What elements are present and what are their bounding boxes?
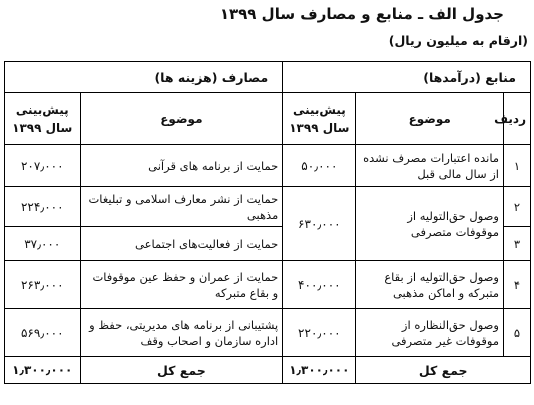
revenue-subject: وصول حق‌التولیه از موقوفات متصرفی (356, 187, 504, 261)
expense-total-label: جمع کل (80, 357, 283, 384)
revenue-amount: ۵۰٫۰۰۰ (283, 145, 356, 187)
revenue-subject-header: موضوع (356, 93, 504, 145)
expense-subject: حمایت از فعالیت‌های اجتماعی (80, 227, 283, 261)
expense-amount: ۲۰۷٫۰۰۰ (5, 145, 81, 187)
group-header-row (5, 62, 531, 93)
revenue-amount: ۶۳۰٫۰۰۰ (283, 187, 356, 261)
table-row (5, 145, 531, 187)
revenue-forecast-header (283, 93, 356, 145)
table-row (5, 187, 531, 227)
row-number: ۵ (503, 309, 530, 357)
expense-subject: حمایت از برنامه های قرآنی (80, 145, 283, 187)
expense-amount: ۲۶۳٫۰۰۰ (5, 261, 81, 309)
page-title: جدول الف ـ منابع و مصارف سال ۱۳۹۹ (219, 5, 504, 23)
table-row (5, 309, 531, 357)
expense-subject-header: موضوع (80, 93, 283, 145)
forecast-label: پیش‌بینی (292, 102, 346, 117)
expense-forecast-header (5, 93, 81, 145)
expense-subject: حمایت از عمران و حفظ عین موقوفات و بقاع متبرکه (80, 261, 283, 309)
expense-amount: ۳۷٫۰۰۰ (5, 227, 81, 261)
forecast-year: سال ۱۳۹۹ (289, 120, 350, 135)
forecast-year: سال ۱۳۹۹ (12, 120, 73, 135)
expense-subject: پشتیبانی از برنامه های مدیریتی، حفظ و اداره سازمان و اصحاب وقف (80, 309, 283, 357)
revenue-amount: ۲۲۰٫۰۰۰ (283, 309, 356, 357)
expenses-header: مصارف (هزینه ها) (5, 62, 283, 93)
expense-subject: حمایت از نشر معارف اسلامی و تبلیغات مذهبی (80, 187, 283, 227)
units-note: (ارقام به میلیون ریال) (388, 33, 528, 48)
forecast-label: پیش‌بینی (15, 102, 69, 117)
revenue-subject: وصول حق‌التولیه از بقاع متبرکه و اماکن مذهبی (356, 261, 504, 309)
budget-table (4, 61, 531, 384)
revenue-total-label: جمع کل (356, 357, 531, 384)
table-row (5, 261, 531, 309)
column-header-row (5, 93, 531, 145)
revenue-amount: ۴۰۰٫۰۰۰ (283, 261, 356, 309)
expense-amount: ۲۲۴٫۰۰۰ (5, 187, 81, 227)
row-no-header: ردیف (503, 93, 530, 145)
expense-total: ۱٫۳۰۰٫۰۰۰ (5, 357, 81, 384)
revenue-subject: وصول حق‌النظاره از موقوفات غیر متصرفی (356, 309, 504, 357)
revenue-total: ۱٫۳۰۰٫۰۰۰ (283, 357, 356, 384)
row-number: ۱ (503, 145, 530, 187)
revenue-subject: مانده اعتبارات مصرف نشده از سال مالی قبل (356, 145, 504, 187)
expense-amount: ۵۶۹٫۰۰۰ (5, 309, 81, 357)
row-number: ۴ (503, 261, 530, 309)
row-number: ۳ (503, 227, 530, 261)
total-row (5, 357, 531, 384)
revenues-header: منابع (درآمدها) (283, 62, 531, 93)
row-number: ۲ (503, 187, 530, 227)
